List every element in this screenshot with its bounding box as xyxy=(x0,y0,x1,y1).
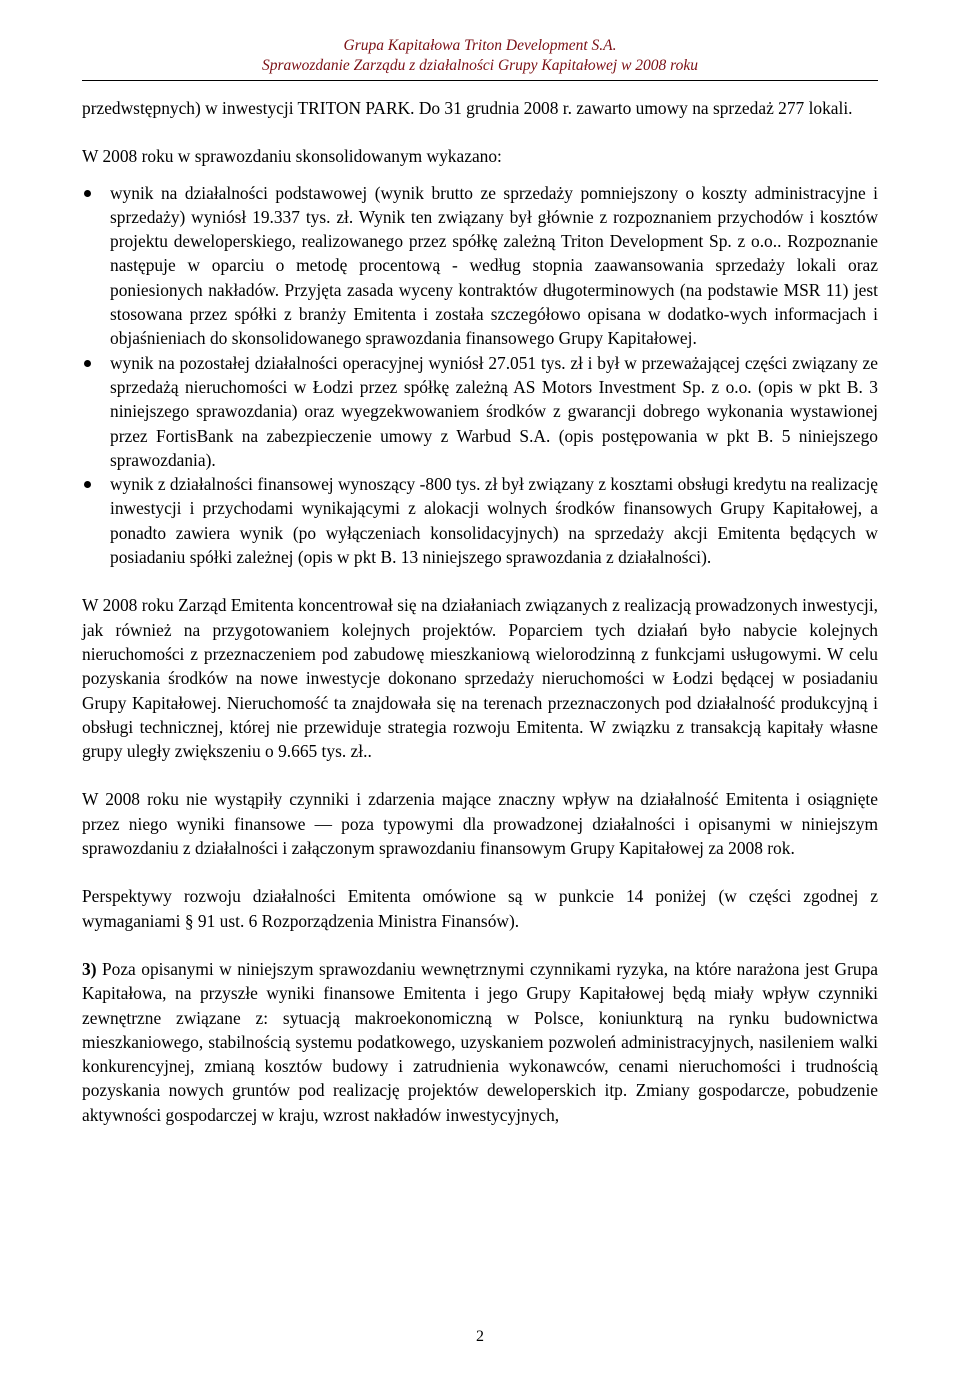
paragraph-intro: przedwstępnych) w inwestycji TRITON PARK. Do 31 grudnia 2008 r. zawarto umowy na sprzedaż 277 lokali. xyxy=(82,98,853,118)
paragraph-external-risks-text: Poza opisanymi w niniejszym sprawozdaniu wewnętrznymi czynnikami ryzyka, na które narażona jest Grupa Kapitałowa, na przyszłe wyniki finansowe Emitenta i jego Grupy Kapitałowej będą miały wpływ czynniki zewnętrzne związane z: sytuacją makroekonomiczną w Polsce, koniunkturą na rynku budownictwa mieszkaniowego, stabilnością systemu podatkowego, uzyskaniem pozwoleń administracyjnych, nasileniem walki konkurencyjnej, zmianą kosztów budowy i zatrudnienia wykonawców, cenami nieruchomości i trudnością pozyskania nowych gruntów pod realizację projektów deweloperskich itp. Zmiany gospodarcze, pobudzenie aktywności gospodarczej w kraju, wzrost nakładów inwestycyjnych, xyxy=(82,958,878,1125)
list-item xyxy=(82,181,878,351)
page-number: 2 xyxy=(476,1328,484,1345)
list-item-text: wynik z działalności finansowej wynoszący -800 tys. zł był związany z kosztami obsługi kredytu na realizację inwestycji i przychodami wynikającymi z alokacji wolnych środków finansowych Grupy Kapitałowej, a ponadto zawiera wynik (po wyłączeniach konsolidacyjnych) na sprzedaży akcji Emitenta będących w posiadaniu spółki zależnej (opis w pkt B. 13 niniejszego sprawozdania z działalności). xyxy=(110,474,878,568)
section-number: 3) xyxy=(82,958,97,979)
bullet-icon xyxy=(84,360,91,367)
paragraph-management-activities: W 2008 roku Zarząd Emitenta koncentrował się na działaniach związanych z realizacją prowadzonych inwestycji, jak również na przygotowaniem kolejnych projektów. Poparciem tych działań było nabycie kolejnych nieruchomości z przeznaczeniem pod zabudowę mieszkaniową wielorodzinną z funkcjami usługowymi. W celu pozyskania środków na nowe inwestycje dokonano sprzedaży nieruchomości w Łodzi będącej w posiadaniu Grupy Kapitałowej. Nieruchomość ta znajdowała się na terenach przeznaczonych pod działalność produkcyjną i obsługi technicznej, której nie przewiduje strategia rozwoju Emitenta. W związku z transakcją kapitały własne grupy uległy zwiększeniu o 9.665 tys. zł.. xyxy=(82,595,878,762)
bullet-icon xyxy=(84,481,91,488)
header-company-name: Grupa Kapitałowa Triton Development S.A. xyxy=(343,37,617,54)
bullet-icon xyxy=(84,190,91,197)
page-header xyxy=(0,36,960,76)
document-body xyxy=(82,96,878,1127)
list-item xyxy=(82,472,878,569)
list-item-text: wynik na pozostałej działalności operacyjnej wyniósł 27.051 tys. zł i był w przeważającej części związany ze sprzedażą nieruchomości w Łodzi przez spółkę zależną AS Motors Investment Sp. z o.o. (opis w pkt B. 3 niniejszego sprawozdania) oraz wyegzekwowaniem środków z gwarancji dobrego wykonania wystawionej przez FortisBank na zabezpieczenie umowy z Warbud S.A. (opis postępowania w pkt B. 5 niniejszego sprawozdania). xyxy=(110,352,878,470)
header-report-title: Sprawozdanie Zarządu z działalności Grupy Kapitałowej w 2008 roku xyxy=(261,57,699,74)
paragraph-prospects: Perspektywy rozwoju działalności Emitenta omówione są w punkcie 14 poniżej (w części zgodnej z wymaganiami § 91 ust. 6 Rozporządzenia Ministra Finansów). xyxy=(82,886,878,931)
paragraph-summary-lead: W 2008 roku w sprawozdaniu skonsolidowanym wykazano: xyxy=(82,146,502,167)
list-item xyxy=(82,351,878,472)
paragraph-external-risks xyxy=(82,957,878,1127)
list-item-text: wynik na działalności podstawowej (wynik brutto ze sprzedaży pomniejszony o koszty administracyjne i sprzedaży) wyniósł 19.337 tys. zł. Wynik ten związany był głównie z rozpoznaniem przychodów i kosztów projektu deweloperskiego, realizowanego przez spółkę zależną Triton Development Sp. z o.o.. Rozpoznanie następuje w oparciu o metodę procentową - według stopnia zaawansowania sprzedaży lokali oraz poniesionych nakładów. Przyjęta zasada wyceny kontraktów długoterminowych (na podstawie MSR 11) jest stosowana przez spółki z branży Emitenta i została szczegółowo opisana w dodatko-wych informacjach i objaśnieniach do skonsolidowanego sprawozdania finansowego Grupy Kapitałowej. xyxy=(110,182,878,349)
paragraph-events: W 2008 roku nie wystąpiły czynniki i zdarzenia mające znaczny wpływ na działalność Emitenta i osiągnięte przez niego wyniki finansowe — poza typowymi dla prowadzonej działalności i opisanymi w niniejszym sprawozdaniu z działalności i załączonym sprawozdaniu finansowym Grupy Kapitałowej za 2008 rok. xyxy=(82,789,878,859)
results-bullet-list xyxy=(82,181,878,570)
header-divider xyxy=(82,80,878,81)
